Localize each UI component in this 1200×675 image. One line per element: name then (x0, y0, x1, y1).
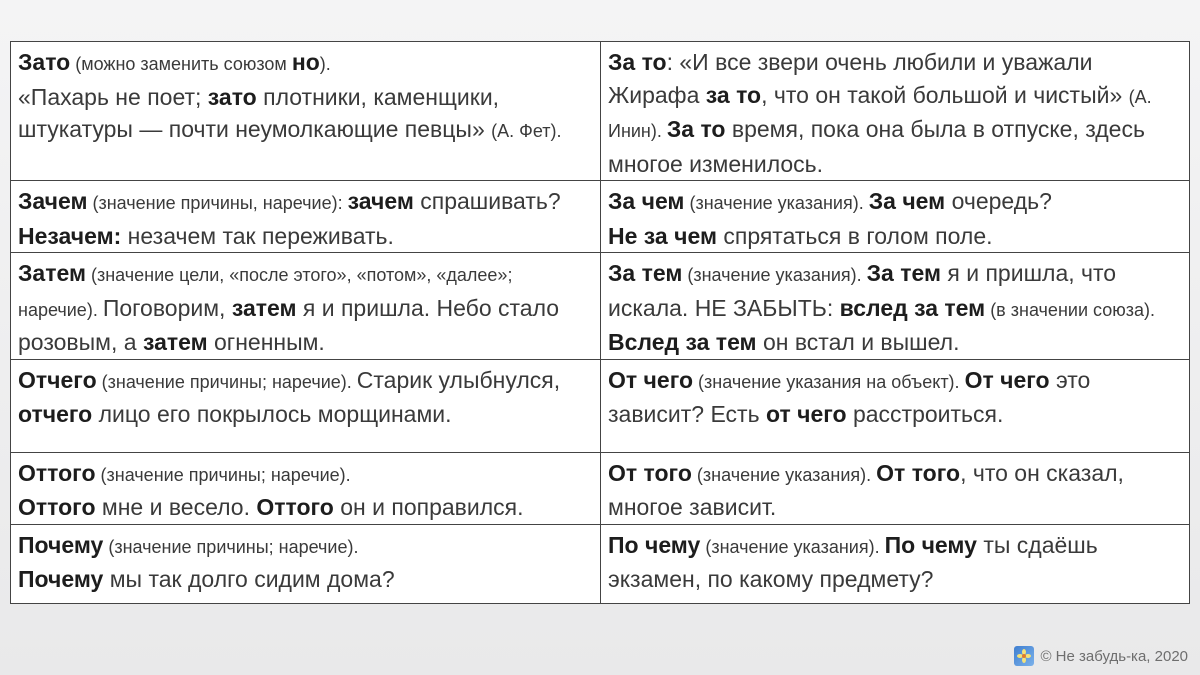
keyword-text: зато (207, 83, 257, 110)
annotation-text: (в значении союза). (985, 299, 1155, 320)
example-text: время, пока она была в отпуске, здесь многое изменилось. (608, 116, 1145, 177)
keyword-text: Затем (18, 260, 86, 286)
example-text: , что он такой большой и чистый» (761, 81, 1129, 108)
keyword-text: За чем (608, 188, 685, 214)
example-text: мы так долго сидим дома? (103, 566, 395, 592)
example-text: , что он сказал, многое зависит. (608, 459, 1124, 520)
keyword-text: За тем (866, 260, 941, 286)
cell-otchego (11, 359, 601, 452)
annotation-text: (значение указания на объект). (693, 371, 965, 392)
keyword-text: За тем (608, 260, 683, 286)
table-row (11, 181, 1190, 253)
annotation-text: (значение причины; наречие). (103, 536, 359, 557)
example-text: лицо его покрылось морщинами. (92, 401, 452, 427)
annotation-text: (значение причины; наречие). (96, 371, 357, 392)
example-text: очередь? (945, 188, 1052, 214)
cell-zatem (11, 253, 601, 360)
example-text: плотники, каменщики, штукатуры — почти неумолкающие певцы» (18, 83, 500, 142)
keyword-text: За то (666, 116, 726, 142)
flower-logo-icon (1014, 646, 1034, 666)
keyword-text: Почему (18, 531, 104, 558)
example-text: спрятаться в голом поле. (716, 222, 993, 249)
keyword-text: Незачем: (18, 222, 122, 249)
cell-zachem (11, 181, 601, 253)
example-text: я и пришла. Небо стало розовым, а (18, 294, 560, 355)
example-text: Старик улыбнулся, (356, 366, 561, 393)
example-text: огненным. (207, 329, 325, 355)
cell-zato (11, 42, 601, 181)
annotation-text: (значение указания). (684, 193, 869, 213)
cell-po-chemu (601, 524, 1190, 603)
cell-ot-chego (601, 359, 1190, 452)
annotation-text: (можно заменить союзом (70, 54, 292, 74)
copyright-text: © Не забудь-ка, 2020 (1040, 647, 1188, 665)
example-text: расстроиться. (846, 401, 1004, 427)
cell-ottogo (11, 452, 601, 524)
annotation-text: (А. Фет). (491, 121, 562, 141)
keyword-text: от чего (765, 401, 847, 427)
keyword-text: По чему (884, 531, 977, 558)
keyword-text: Не за чем (608, 222, 717, 249)
keyword-text: но (291, 49, 320, 75)
example-text: : «И все звери очень любили и уважали Жирафа (608, 49, 1093, 108)
example-text: ты сдаёшь экзамен, по какому предмету? (608, 531, 1098, 592)
keyword-text: От того (608, 459, 692, 486)
keyword-text: От чего (964, 366, 1050, 393)
cell-za-to (601, 42, 1190, 181)
keyword-text: От того (876, 459, 961, 486)
cell-za-chem (601, 181, 1190, 253)
annotation-text: ). (319, 54, 331, 74)
keyword-text: От чего (608, 366, 694, 393)
keyword-text: Оттого (18, 494, 96, 520)
annotation-text: (значение указания). (682, 265, 867, 285)
cell-pochemu (11, 524, 601, 603)
example-text: Поговорим, (102, 294, 232, 321)
annotation-text: (значение цели, «после этого», «потом», «далее»; наречие). (18, 265, 513, 320)
keyword-text: За чем (868, 188, 946, 214)
table-row (11, 42, 1190, 181)
keyword-text: Оттого (256, 494, 334, 520)
keyword-text: затем (231, 294, 297, 321)
example-text: мне и весело. (95, 494, 257, 520)
keyword-text: За то (608, 49, 667, 75)
copyright-footer (1014, 646, 1188, 666)
example-text: незачем так переживать. (121, 222, 394, 249)
table-row (11, 253, 1190, 360)
keyword-text: По чему (608, 531, 701, 558)
table-row (11, 359, 1190, 452)
keyword-text: за то (705, 81, 762, 108)
keyword-text: затем (142, 329, 208, 355)
keyword-text: Зачем (18, 188, 88, 214)
keyword-text: Отчего (18, 366, 97, 393)
keyword-text: Оттого (18, 459, 96, 486)
annotation-text: (А. Инин). (608, 86, 1152, 141)
cell-ot-togo (601, 452, 1190, 524)
annotation-text: (значение указания). (691, 464, 877, 485)
comparison-table (10, 41, 1190, 604)
annotation-text: (значение причины, наречие): (87, 193, 348, 213)
keyword-text: Почему (18, 566, 104, 592)
example-text: спрашивать? (413, 188, 561, 214)
keyword-text: зачем (347, 188, 414, 214)
keyword-text: отчего (18, 401, 93, 427)
table-row (11, 524, 1190, 603)
table-row (11, 452, 1190, 524)
annotation-text: (значение причины; наречие). (95, 464, 351, 485)
example-text: это зависит? Есть (608, 366, 1091, 427)
keyword-text: Вслед за тем (608, 329, 757, 355)
example-text: я и пришла, что искала. НЕ ЗАБЫТЬ: (608, 260, 1117, 321)
keyword-text: Зато (18, 49, 71, 75)
cell-za-tem (601, 253, 1190, 360)
annotation-text: (значение указания). (700, 536, 885, 557)
keyword-text: вслед за тем (839, 294, 986, 321)
example-text: он и поправился. (333, 494, 524, 520)
example-text: он встал и вышел. (756, 329, 960, 355)
example-text: «Пахарь не поет; (18, 83, 208, 110)
